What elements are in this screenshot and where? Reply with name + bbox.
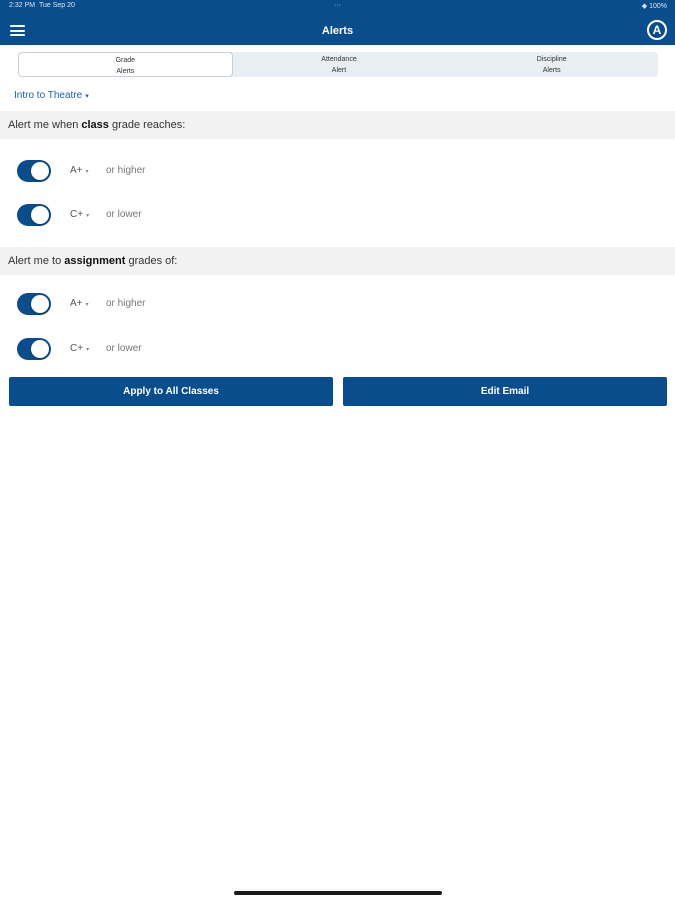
assignment-low-comparison: or lower [106,343,142,354]
class-low-toggle[interactable] [17,204,51,226]
assignment-section-header: Alert me to assignment grades of: [0,247,675,275]
assignment-high-toggle[interactable] [17,293,51,315]
assignment-low-grade-select[interactable]: C+ ▾ [70,343,90,354]
chevron-down-icon: ▾ [85,169,89,175]
account-icon[interactable]: A [647,20,667,40]
home-indicator[interactable] [234,891,442,895]
assignment-alert-row-high [0,290,675,320]
assignment-high-grade-select[interactable]: A+ ▾ [70,298,89,309]
assignment-alert-row-low [0,335,675,365]
class-low-grade-select[interactable]: C+ ▾ [70,209,90,220]
edit-email-button[interactable]: Edit Email [343,377,667,406]
tab-grade-alerts[interactable]: Grade Alerts [18,52,233,77]
class-selector-label: Intro to Theatre [14,90,83,101]
class-alert-row-high [0,157,675,187]
assignment-low-toggle[interactable] [17,338,51,360]
status-battery: ◆ 100% [641,3,667,10]
class-high-toggle[interactable] [17,160,51,182]
chevron-down-icon: ▾ [85,302,89,308]
tab-discipline-alerts[interactable]: Discipline Alerts [536,56,567,74]
chevron-down-icon: ▾ [86,347,90,353]
page-title: Alerts [321,25,354,37]
class-section-header: Alert me when class grade reaches: [0,111,675,139]
class-low-comparison: or lower [106,209,142,220]
class-selector[interactable] [14,90,89,101]
header-bar [0,0,675,45]
alert-type-tabs [18,52,658,77]
class-alert-row-low [0,201,675,231]
apply-to-all-classes-button[interactable]: Apply to All Classes [9,377,333,406]
chevron-down-icon: ▾ [86,213,90,219]
tab-attendance-alert[interactable]: Attendance Alert [321,56,357,74]
status-time: 2:32 PM Tue Sep 20 [9,2,75,9]
assignment-high-comparison: or higher [106,298,146,309]
class-high-grade-select[interactable]: A+ ▾ [70,165,89,176]
status-center: ··· [334,2,341,9]
class-high-comparison: or higher [106,165,146,176]
chevron-down-icon: ▾ [85,93,89,100]
